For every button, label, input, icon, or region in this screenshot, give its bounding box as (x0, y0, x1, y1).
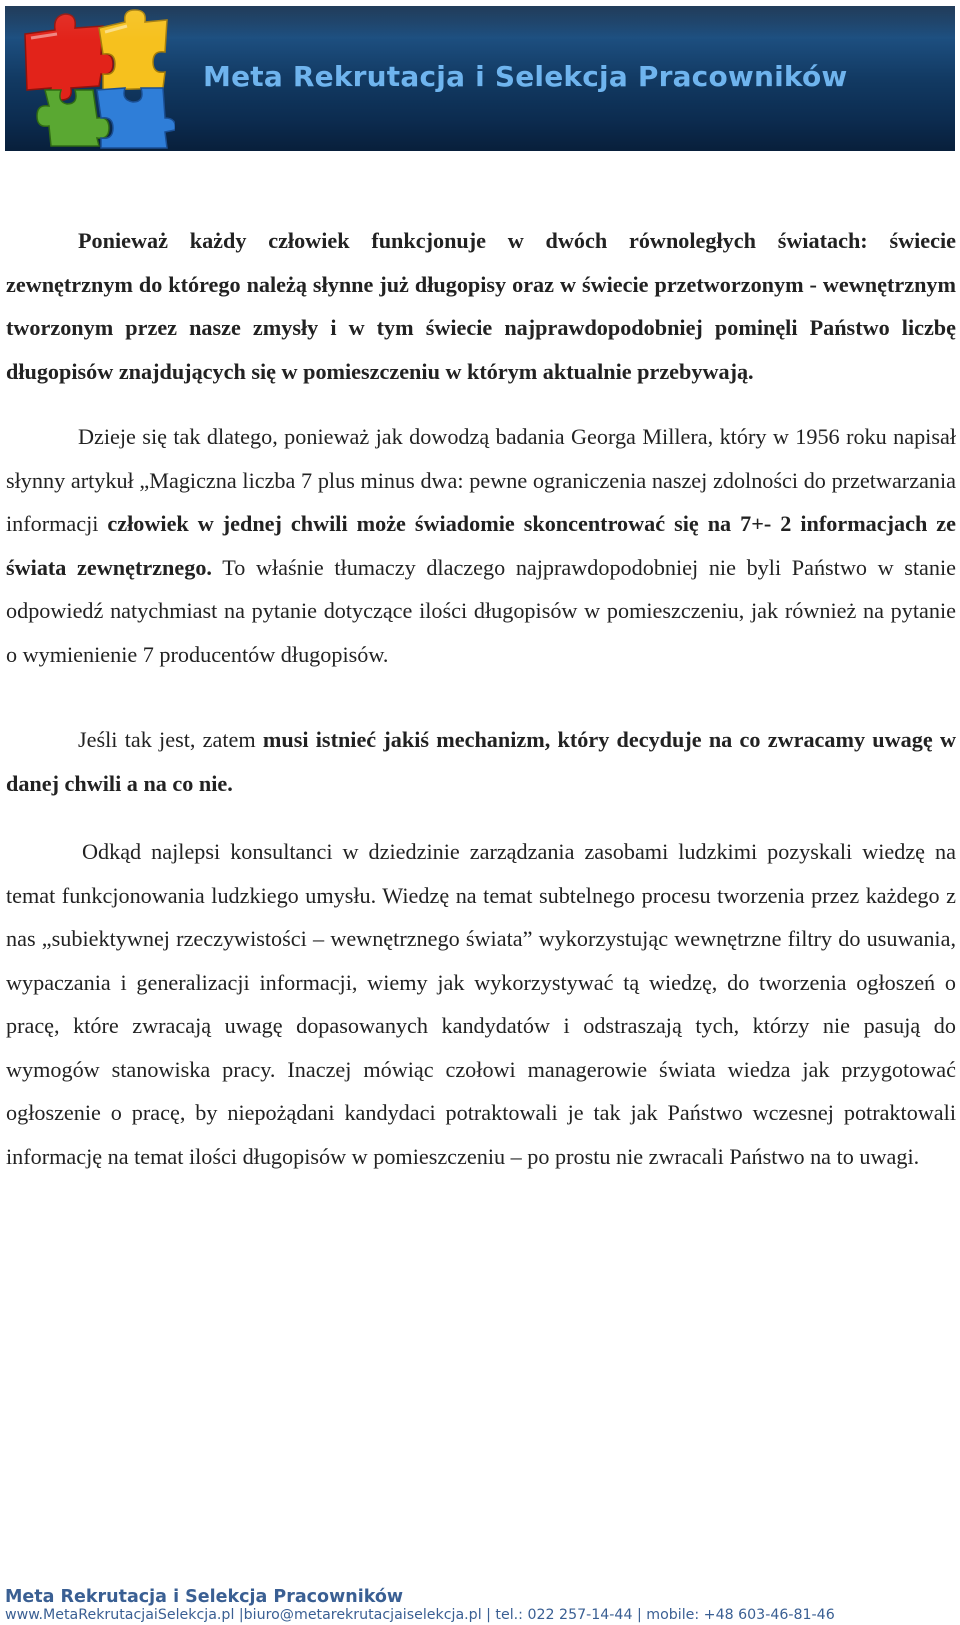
header-banner (5, 6, 955, 151)
paragraph-2-text-c: To właśnie tłumaczy dlaczego najprawdopodobniej nie byli Państwo w stanie odpowiedź natychmiast na pytanie dotyczące ilości długopisów w pomieszczeniu, jak również na pytanie o wymienienie 7 producentów długopisów. (6, 554, 957, 667)
footer-company-name: Meta Rekrutacja i Selekcja Pracowników (5, 1587, 404, 1607)
paragraph-2 (6, 415, 956, 676)
paragraph-2-text-a: Dzieje się tak dlatego, ponieważ jak dowodzą badania Georga Millera, który w 1956 roku napisał słynny artykuł „Magiczna liczba 7 plus minus dwa: pewne ograniczenia naszej zdolności do przetwarzania informacji (6, 424, 956, 536)
banner-title: Meta Rekrutacja i Selekcja Pracowników (203, 60, 848, 93)
footer-contact-line: www.MetaRekrutacjaiSelekcja.pl |biuro@metarekrutacjaiselekcja.pl | tel.: 022 257-14-44 | mobile: +48 603-46-81-46 (5, 1607, 835, 1623)
paragraph-3-text-a: Jeśli tak jest, zatem (78, 727, 263, 752)
puzzle-red-piece (25, 14, 113, 100)
document-body (6, 219, 956, 1178)
paragraph-1: Ponieważ każdy człowiek funkcjonuje w dwóch równoległych światach: świecie zewnętrznym do którego należą słynne już długopisy oraz w świecie przetworzonym - wewnętrznym tworzonym przez nasze zmysły i w tym świecie najprawdopodobniej pominęli Państwo liczbę długopisów znajdujących się w pomieszczeniu w którym aktualnie przebywają. (6, 228, 956, 384)
paragraph-3-bold: musi istnieć jakiś mechanizm, który decyduje na co zwracamy uwagę w danej chwili a na co nie. (6, 727, 956, 796)
puzzle-pieces-logo (17, 8, 175, 150)
puzzle-blue-piece (97, 88, 175, 148)
paragraph-4: Odkąd najlepsi konsultanci w dziedzinie zarządzania zasobami ludzkimi pozyskali wiedzę na temat funkcjonowania ludzkiego umysłu. Wiedzę na temat subtelnego procesu tworzenia przez każdego z nas „subiektywnej rzeczywistości – wewnętrznego świata” wykorzystując wewnętrzne filtry do usuwania, wypaczania i generalizacji informacji, wiemy jak wykorzystywać tą wiedzę, do tworzenia ogłoszeń o pracę, które zwracają uwagę dopasowanych kandydatów i odstraszają tych, którzy nie pasują do wymogów stanowiska pracy. Inaczej mówiąc czołowi managerowie świata wiedza jak przygotować ogłoszenie o pracę, by niepożądani kandydaci potraktowali je tak jak Państwo wczesnej potraktowali informację na temat ilości długopisów w pomieszczeniu – po prostu nie zwracali Państwo na to uwagi. (6, 839, 956, 1169)
puzzle-yellow-piece (99, 10, 167, 90)
paragraph-3 (6, 718, 956, 805)
paragraph-2-bold: człowiek w jednej chwili może świadomie skoncentrować się na 7+- 2 informacjach ze świata zewnętrznego. (6, 511, 956, 580)
